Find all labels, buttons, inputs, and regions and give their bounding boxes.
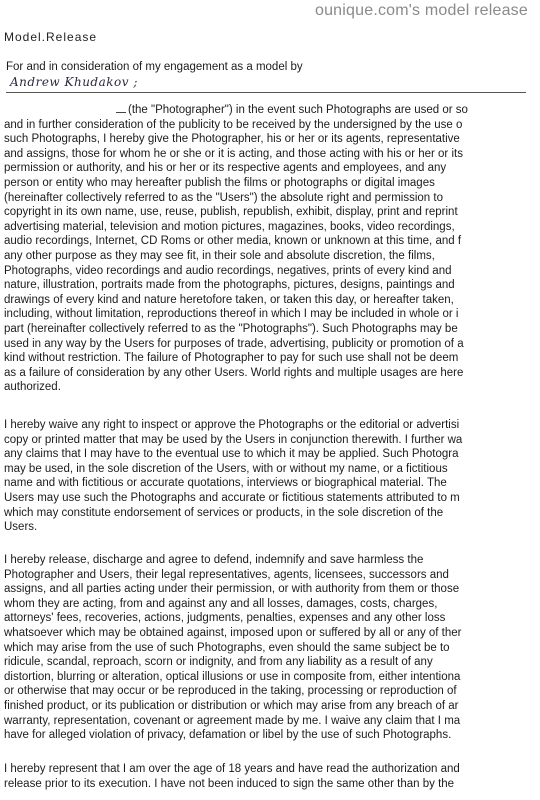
paragraph-line: such Photographs, I hereby give the Photographer, his or her or its agents, representative [4,133,460,146]
paragraph-line: finished product, or its publication or distribution or which may arise from any breach of ar [4,699,459,712]
paragraph-line: I hereby waive any right to inspect or approve the Photographs or the editorial or advertisi [4,419,460,431]
paragraph-line: may be used, in the sole discretion of the Users, with or without my name, or a fictitious [4,462,448,475]
paragraph-line: person or entity who may hereafter publish the films or photographs or digital images [4,176,435,189]
paragraph-line: any claims that I may have to the eventual use to which it may be applied. Such Photogra [4,448,459,461]
paragraph-line: (hereinafter collectively referred to as the "Users") the absolute right and permission to [4,191,443,204]
document-title: Model.Release [4,30,98,44]
paragraph-line: warranty, representation, covenant or agreement made by me. I waive any claim that I ma [4,714,461,727]
paragraph-line: which may constitute endorsement of services or products, in the sole discretion of the [4,506,444,519]
paragraph-line: kind without restriction. The failure of Photographer to pay for such use shall not be deem [4,352,459,365]
paragraph-line: (the "Photographer") in the event such Photographs are used or so [4,103,540,118]
paragraph-line: or otherwise that may occur or be reproduced in the taking, processing or reproduction of [4,685,457,698]
paragraph-line: which may arise from the use of such Photographs, even should the same subject be to [4,641,450,654]
paragraph-line: part (hereinafter collectively referred to as the "Photographs"). Such Photographs may be [4,322,458,335]
paragraph-line: Photographs, video recordings and audio recordings, negatives, prints of every kind and [4,264,452,277]
paragraph-line: and assigns, those for whom he or she or it is acting, and those acting with his or her or its [4,147,463,160]
paragraph-release [4,553,540,743]
paragraph-line: audio recordings, Internet, CD Roms or other media, known or unknown at this time, and f [4,235,462,248]
paragraph-line: attorneys' fees, recoveries, actions, judgments, penalties, expenses and any other loss [4,612,446,625]
paragraph-line: drawings of every kind and nature heretofore taken, or taken this day, or hereafter taken, [4,293,454,306]
paragraph-line: name and with fictitious or accurate quotations, interviews or biographical material. The [4,477,447,490]
paragraph-line: I hereby release, discharge and agree to defend, indemnify and save harmless the [4,554,424,566]
paragraph-line: assigns, and all parties acting under their permission, or with authority from them or those [4,583,460,596]
paragraph-line: whom they are acting, from and against any and all losses, damages, costs, charges, [4,597,438,610]
paragraph-line: including, without limitation, reproductions thereof in which I may be included in whole or i [4,308,459,321]
paragraph-waiver [4,418,540,535]
paragraph-line: Users. [4,521,38,534]
paragraph-line: have for alleged violation of privacy, defamation or libel by the use of such Photographs. [4,729,452,742]
paragraph-grant [4,103,540,395]
paragraph-line: and in further consideration of the publicity to be received by the undersigned by the use o [4,118,463,131]
paragraph-line: advertising material, television and motion pictures, magazines, books, video recordings, [4,220,455,233]
blank-mark [116,112,126,113]
paragraph-line: used in any way by the Users for purposes of trade, advertising, publicity or promotion of a [4,337,464,350]
paragraph-line: authorized. [4,381,61,394]
paragraph-line: I hereby represent that I am over the age of 18 years and have read the authorization and [4,763,460,775]
paragraph-line: nature, illustration, portraits made from the photographs, pictures, designs, paintings and [4,279,455,292]
paragraph-line: Photographer and Users, their legal representatives, agents, licensees, successors and [4,568,449,581]
paragraph-line: any other purpose as they may see fit, in their sole and absolute discretion, the films, [4,249,435,262]
paragraph-line: whatsoever which may be obtained against, imposed upon or suffered by all or any of ther [4,626,462,639]
paragraph-line: ridicule, scandal, reproach, scorn or indignity, and from any liability as a result of any [4,656,433,669]
intro-line: For and in consideration of my engagement as a model by [6,61,303,73]
paragraph-line: permission or authority, and his or her or its respective agents and employees, and any [4,162,447,175]
paragraph-line: release prior to its execution. I have not been induced to sign the same other than by the [4,777,455,790]
paragraph-line: distortion, blurring or alteration, optical illusions or use in composite from, either intentiona [4,670,461,683]
paragraph-line: as a failure of consideration by any other Users. World rights and multiple usages are here [4,366,464,379]
watermark: ounique.com's model release [314,2,528,19]
paragraph-line: copyright in its own name, use, reuse, publish, republish, exhibit, display, print and reprint [4,206,458,219]
paragraph-representation [4,762,540,791]
handwritten-name: Andrew Khudakov ; [10,75,138,89]
paragraph-line: Users may use such the Photographs and accurate or fictitious statements attributed to m [4,491,460,504]
paragraph-line: copy or printed matter that may be used by the Users in conjunction therewith. I further wa [4,433,463,446]
